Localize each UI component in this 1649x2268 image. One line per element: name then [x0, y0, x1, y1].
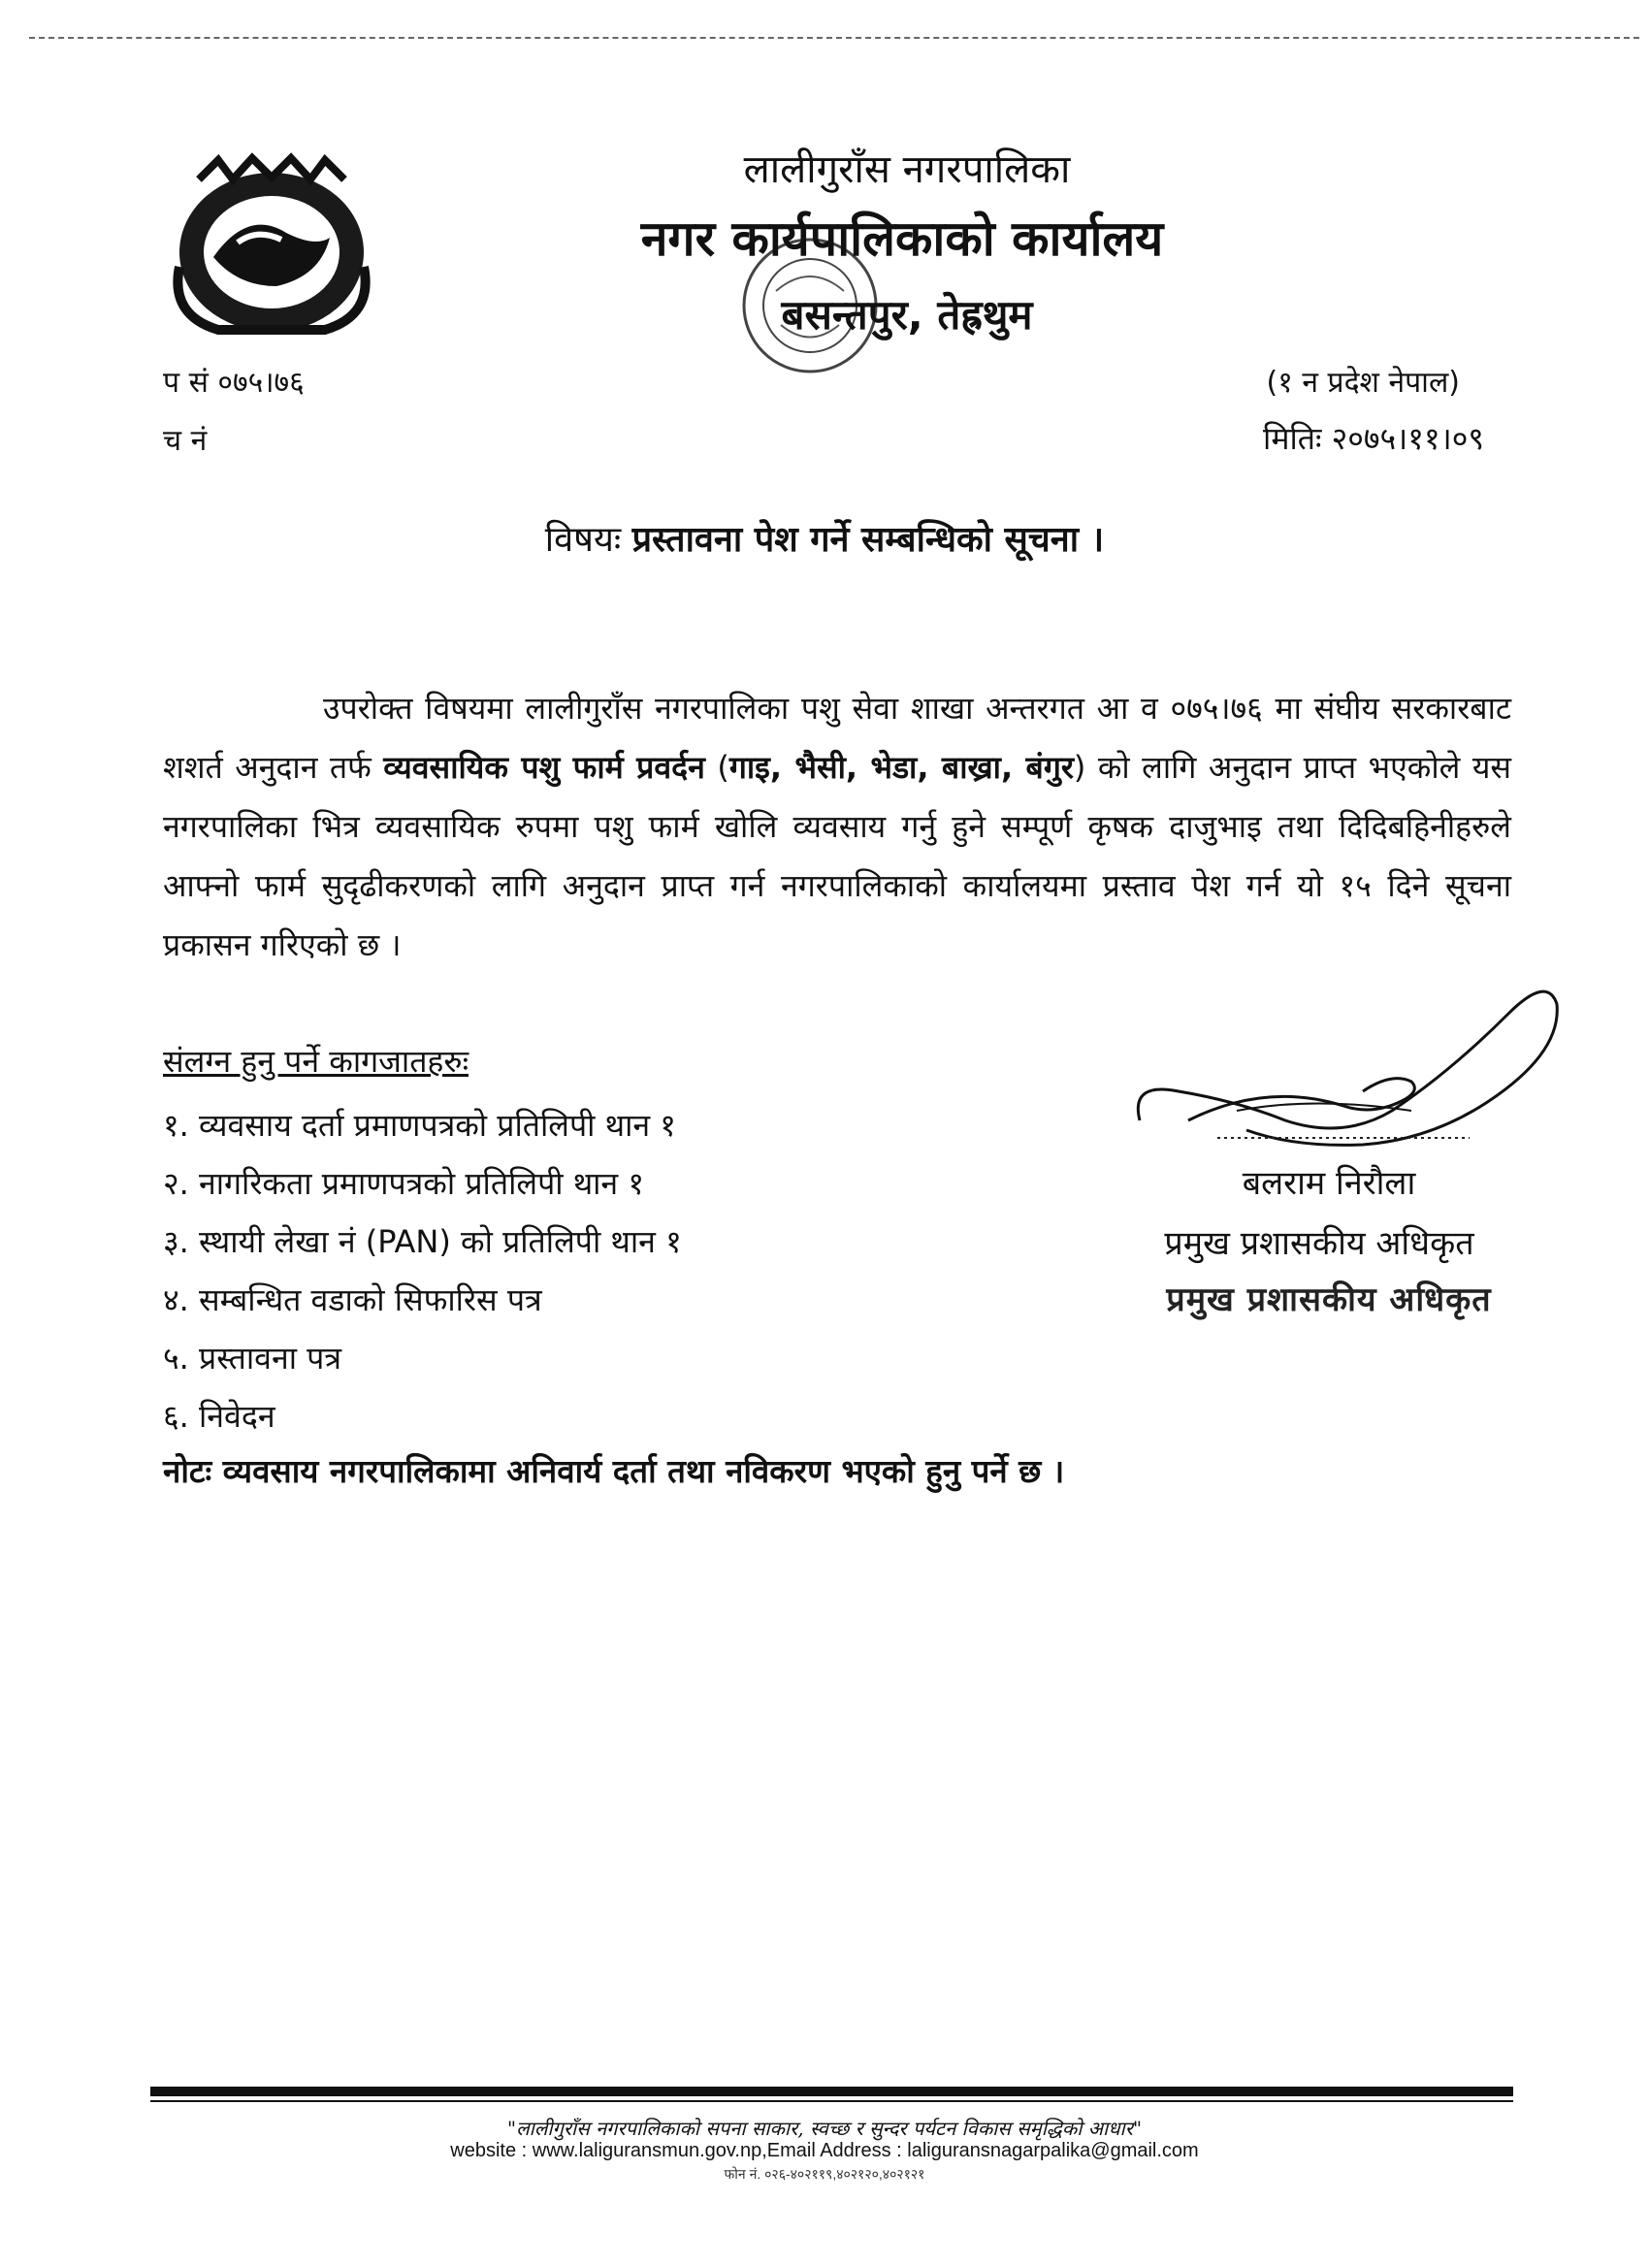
list-item: ६. निवेदन — [163, 1398, 275, 1435]
list-item: ५. प्रस्तावना पत्र — [163, 1340, 342, 1377]
office-location: बसन्तपुर, तेह्रथुम — [781, 291, 1033, 339]
signatory-title: प्रमुख प्रशासकीय अधिकृत — [1164, 1224, 1474, 1263]
list-item: ४. सम्बन्धित वडाको सिफारिस पत्र — [163, 1281, 542, 1318]
footer-phone: फोन नं. ०२६-४०२११९,४०२१२०,४०२१२१ — [724, 2166, 925, 2182]
municipality-name: लालीगुराँस नगरपालिका — [743, 147, 1071, 192]
body-part-3: ) को लागि अनुदान प्राप्त भएकोले यस नगरपालिका भित्र व्यवसायिक रुपमा पशु फार्म खोलि व्यवसाय गर्नु हुने सम्पूर्ण कृषक दाजुभाइ तथा दिदिबहिनीहरुले आफ्नो फार्म सुदृढीकरणको लागि अनुदान प्राप्त गर्न नगरपालिकाको कार्यालयमा प्रस्ताव पेश गर्न यो १५ दिने सूचना प्रकासन गरिएको छ । — [163, 749, 1512, 963]
footer-slogan: "लालीगुराँस नगरपालिकाको सपना साकार, स्वच्छ र सुन्दर पर्यटन विकास समृद्धिको आधार" — [506, 2117, 1143, 2140]
office-name: नगर कार्यपालिकाको कार्यालय — [640, 211, 1164, 267]
body-bold-program: व्यवसायिक पशु फार्म प्रवर्दन — [383, 749, 705, 786]
footer-contact: website : www.laliguransmun.gov.np,Email Address : laliguransnagarpalika@gmail.com — [450, 2140, 1199, 2161]
reference-number: प सं ०७५।७६ — [163, 366, 305, 400]
signatory-stamp-title: प्रमुख प्रशासकीय अधिकृत — [1166, 1280, 1492, 1319]
attachments-list — [163, 1096, 682, 1445]
footer-rule — [150, 2087, 1513, 2096]
handwritten-signature — [1120, 975, 1567, 1169]
attachments-heading: संलग्न हुनु पर्ने कागजातहरुः — [163, 1043, 469, 1080]
top-dashed-border — [29, 37, 1639, 39]
body-part-2: ( — [717, 749, 729, 786]
province-label: (१ न प्रदेश नेपाल) — [1266, 366, 1460, 400]
notice-body — [163, 679, 1511, 975]
subject-text: प्रस्तावना पेश गर्ने सम्बन्धिको सूचना । — [631, 520, 1105, 560]
signatory-name: बलराम निरौला — [1242, 1164, 1416, 1203]
note-line: नोटः व्यवसाय नगरपालिकामा अनिवार्य दर्ता तथा नविकरण भएको हुनु पर्ने छ । — [163, 1452, 1065, 1490]
list-item: २. नागरिकता प्रमाणपत्रको प्रतिलिपी थान १ — [163, 1165, 645, 1202]
letter-date: मितिः २०७५।११।०९ — [1263, 420, 1484, 457]
footer-rule-thin — [150, 2100, 1513, 2102]
list-item: १. व्यवसाय दर्ता प्रमाणपत्रको प्रतिलिपी थान १ — [163, 1107, 676, 1144]
dispatch-number: च नं — [163, 424, 208, 458]
body-part-1: उपरोक्त विषयमा लालीगुराँस नगरपालिका पशु सेवा शाखा अन्तरगत आ व ०७५।७६ मा संघीय सरकारबाट शशर्त अनुदान तर्फ — [163, 690, 1511, 786]
list-item: ३. स्थायी लेखा नं (PAN) को प्रतिलिपी थान १ — [163, 1223, 682, 1260]
subject-prefix: विषयः — [544, 520, 622, 560]
subject-line — [0, 514, 1649, 562]
body-bold-animals: गाइ, भैसी, भेडा, बाख्रा, बंगुर — [728, 749, 1074, 786]
